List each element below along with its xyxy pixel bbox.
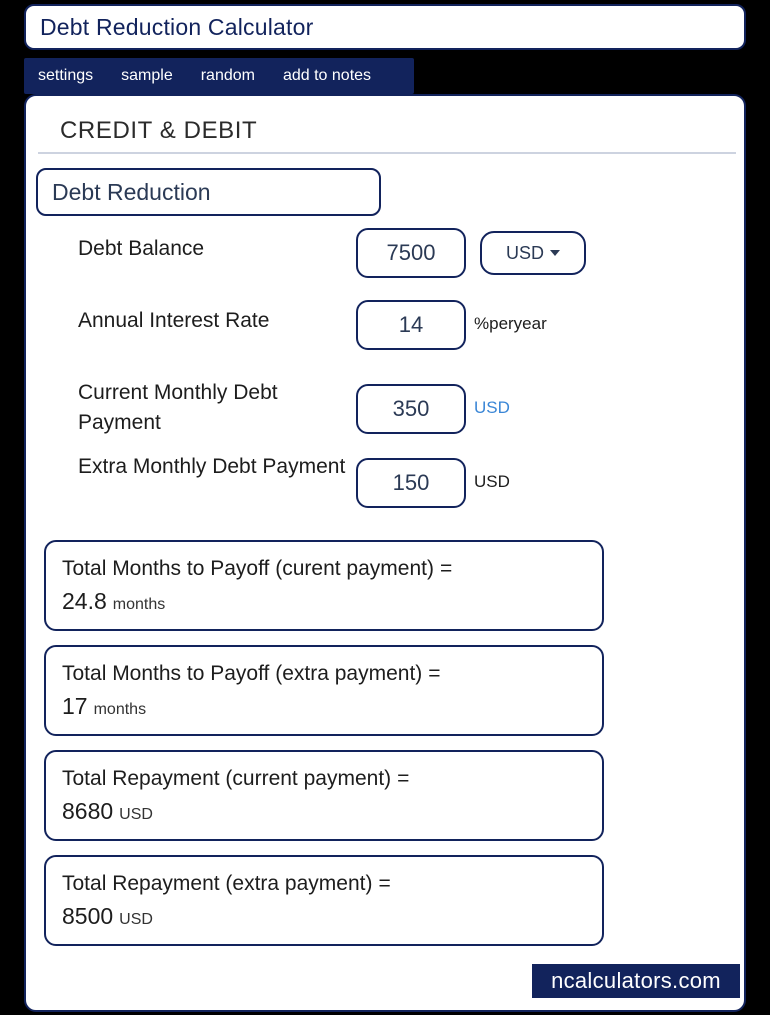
nav-item-add-to-notes[interactable]: add to notes <box>282 67 372 84</box>
unit-select-debt-balance[interactable] <box>480 231 586 275</box>
result-value-line <box>62 588 586 615</box>
page-title: Debt Reduction Calculator <box>40 13 314 40</box>
calculator-card <box>24 94 746 1012</box>
result-label-text: Total Repayment (extra payment) <box>62 872 373 895</box>
unit-extra-monthly-payment: USD <box>474 472 510 491</box>
result-label <box>62 764 586 794</box>
result-equals: = <box>439 557 453 580</box>
result-total-repayment-current <box>44 750 604 841</box>
nav-item-settings[interactable]: settings <box>38 67 94 84</box>
result-unit: months <box>93 701 147 718</box>
unit-select-debt-balance-label: USD <box>505 242 544 263</box>
input-row-debt-balance <box>26 226 744 292</box>
result-label <box>62 659 586 689</box>
input-current-monthly-payment[interactable] <box>358 386 464 432</box>
nav-item-sample[interactable]: sample <box>121 67 173 84</box>
calculator-name-label: Debt Reduction <box>52 178 211 205</box>
label-annual-interest-rate: Annual Interest Rate <box>78 309 270 332</box>
label-extra-monthly-payment: Extra Monthly Debt Payment <box>78 455 346 478</box>
result-total-months-current <box>44 540 604 631</box>
input-row-extra-monthly-payment <box>26 444 744 510</box>
result-label <box>62 554 586 584</box>
result-equals: = <box>397 767 410 790</box>
field-debt-balance[interactable] <box>356 228 466 278</box>
section-header <box>38 110 736 154</box>
result-label-text: Total Months to Payoff (curent payment) <box>62 557 434 580</box>
brand-label: ncalculators.com <box>551 968 721 993</box>
field-current-monthly-payment[interactable] <box>356 384 466 434</box>
result-unit: months <box>112 596 166 613</box>
result-value: 24.8 <box>62 588 107 614</box>
result-value-line <box>62 693 586 720</box>
field-extra-monthly-payment[interactable] <box>356 458 466 508</box>
input-row-annual-interest-rate <box>26 298 744 364</box>
input-rows <box>26 226 744 516</box>
unit-annual-interest-rate: %peryear <box>474 314 547 333</box>
result-label-text: Total Months to Payoff (extra payment) <box>62 662 423 685</box>
result-equals: = <box>378 872 391 895</box>
unit-current-monthly-payment: USD <box>474 398 510 417</box>
section-title: CREDIT & DEBIT <box>60 117 258 144</box>
label-debt-balance: Debt Balance <box>78 237 205 260</box>
result-unit: USD <box>119 911 153 928</box>
results-list <box>44 540 604 960</box>
input-extra-monthly-payment[interactable] <box>358 460 464 506</box>
input-debt-balance[interactable] <box>358 230 464 276</box>
result-value-line <box>62 798 586 825</box>
brand-badge <box>532 964 740 998</box>
calculator-name-box[interactable] <box>36 168 381 216</box>
result-value-line <box>62 903 586 930</box>
toolbar-nav <box>24 58 414 94</box>
field-annual-interest-rate[interactable] <box>356 300 466 350</box>
result-total-months-extra <box>44 645 604 736</box>
result-value: 8680 <box>62 798 114 824</box>
chevron-down-icon <box>550 250 560 256</box>
result-unit: USD <box>119 806 153 823</box>
input-row-current-monthly-payment <box>26 370 744 438</box>
window-title-bar <box>24 4 746 50</box>
input-annual-interest-rate[interactable] <box>358 302 464 348</box>
result-label-text: Total Repayment (current payment) <box>62 767 392 790</box>
result-total-repayment-extra <box>44 855 604 946</box>
result-value: 8500 <box>62 903 114 929</box>
result-value: 17 <box>62 693 88 719</box>
nav-item-random[interactable]: random <box>200 67 255 84</box>
label-current-monthly-payment: Current Monthly Debt Payment <box>78 381 278 434</box>
result-equals: = <box>428 662 441 685</box>
result-label <box>62 869 586 899</box>
